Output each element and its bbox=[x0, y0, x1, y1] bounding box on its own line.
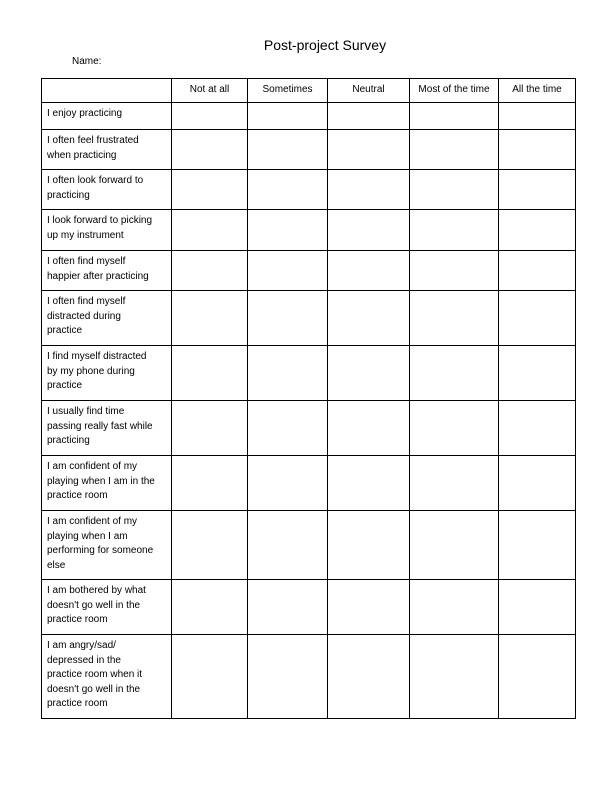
name-label: Name: bbox=[72, 56, 102, 67]
response-cell[interactable] bbox=[172, 291, 248, 346]
question-text-line: I am confident of my bbox=[47, 461, 138, 472]
question-text-line: I often find myself bbox=[47, 256, 126, 267]
question-cell bbox=[42, 346, 172, 401]
response-cell[interactable] bbox=[499, 130, 576, 170]
question-cell bbox=[42, 456, 172, 511]
response-cell[interactable] bbox=[410, 511, 499, 580]
response-cell[interactable] bbox=[328, 456, 410, 511]
response-cell[interactable] bbox=[328, 511, 410, 580]
question-text-line: I usually find time bbox=[47, 406, 125, 417]
question-cell bbox=[42, 251, 172, 291]
table-row bbox=[42, 346, 576, 401]
question-text-line: I enjoy practicing bbox=[47, 108, 123, 119]
question-text-line: I often find myself bbox=[47, 296, 126, 307]
question-text-line: doesn't go well in the bbox=[47, 599, 141, 611]
response-cell[interactable] bbox=[499, 210, 576, 251]
response-cell[interactable] bbox=[172, 346, 248, 401]
response-cell[interactable] bbox=[172, 635, 248, 719]
response-cell[interactable] bbox=[328, 635, 410, 719]
question-text-line: practice room bbox=[47, 490, 108, 501]
response-cell[interactable] bbox=[172, 456, 248, 511]
response-cell[interactable] bbox=[499, 103, 576, 130]
question-text-line: practicing bbox=[47, 189, 90, 201]
question-text-line: performing for someone bbox=[47, 545, 154, 556]
column-header: Not at all bbox=[172, 79, 248, 103]
table-row bbox=[42, 251, 576, 291]
question-cell bbox=[42, 291, 172, 346]
table-row bbox=[42, 401, 576, 456]
response-cell[interactable] bbox=[328, 210, 410, 251]
column-header: Most of the time bbox=[410, 79, 499, 103]
response-cell[interactable] bbox=[410, 251, 499, 291]
response-cell[interactable] bbox=[172, 103, 248, 130]
question-text-line: I often feel frustrated bbox=[47, 135, 139, 146]
question-text-line: by my phone during bbox=[47, 365, 135, 377]
response-cell[interactable] bbox=[499, 346, 576, 401]
question-text-line: I find myself distracted bbox=[47, 351, 147, 362]
response-cell[interactable] bbox=[410, 346, 499, 401]
header-blank bbox=[42, 79, 172, 103]
question-text-line: I am confident of my bbox=[47, 516, 138, 527]
question-cell bbox=[42, 635, 172, 719]
response-cell[interactable] bbox=[328, 401, 410, 456]
question-text-line: practice room when it bbox=[47, 669, 143, 680]
response-cell[interactable] bbox=[248, 456, 328, 511]
response-cell[interactable] bbox=[172, 170, 248, 210]
question-cell bbox=[42, 401, 172, 456]
question-cell bbox=[42, 170, 172, 210]
response-cell[interactable] bbox=[172, 511, 248, 580]
response-cell[interactable] bbox=[410, 635, 499, 719]
question-text-line: I am angry/sad/ bbox=[47, 640, 116, 651]
table-row bbox=[42, 103, 576, 130]
column-header: All the time bbox=[499, 79, 576, 103]
header-row bbox=[42, 79, 576, 103]
table-row bbox=[42, 130, 576, 170]
response-cell[interactable] bbox=[328, 130, 410, 170]
page-title: Post-project Survey bbox=[263, 37, 387, 53]
question-cell bbox=[42, 210, 172, 251]
table-row bbox=[42, 291, 576, 346]
question-text-line: up my instrument bbox=[47, 229, 124, 241]
question-text-line: distracted during bbox=[47, 310, 121, 322]
response-cell[interactable] bbox=[410, 456, 499, 511]
response-cell[interactable] bbox=[248, 291, 328, 346]
response-cell[interactable] bbox=[410, 291, 499, 346]
table-row bbox=[42, 456, 576, 511]
response-cell[interactable] bbox=[248, 580, 328, 635]
response-cell[interactable] bbox=[328, 291, 410, 346]
response-cell[interactable] bbox=[499, 580, 576, 635]
question-text-line: playing when I am in the bbox=[47, 475, 155, 487]
question-cell bbox=[42, 511, 172, 580]
question-text-line: doesn't go well in the bbox=[47, 683, 141, 695]
survey-table bbox=[41, 78, 576, 719]
response-cell[interactable] bbox=[248, 130, 328, 170]
response-cell[interactable] bbox=[499, 291, 576, 346]
table-row bbox=[42, 635, 576, 719]
response-cell[interactable] bbox=[172, 210, 248, 251]
response-cell[interactable] bbox=[172, 580, 248, 635]
response-cell[interactable] bbox=[499, 456, 576, 511]
response-cell[interactable] bbox=[248, 170, 328, 210]
response-cell[interactable] bbox=[248, 635, 328, 719]
column-header: Sometimes bbox=[248, 79, 328, 103]
response-cell[interactable] bbox=[410, 580, 499, 635]
response-cell[interactable] bbox=[328, 580, 410, 635]
question-text-line: when practicing bbox=[47, 149, 117, 161]
question-text-line: I am bothered by what bbox=[47, 585, 146, 596]
response-cell[interactable] bbox=[499, 401, 576, 456]
response-cell[interactable] bbox=[410, 170, 499, 210]
response-cell[interactable] bbox=[248, 346, 328, 401]
table-row bbox=[42, 511, 576, 580]
response-cell[interactable] bbox=[248, 511, 328, 580]
question-text-line: I look forward to picking bbox=[47, 215, 153, 226]
response-cell[interactable] bbox=[172, 251, 248, 291]
response-cell[interactable] bbox=[328, 103, 410, 130]
question-text-line: passing really fast while bbox=[47, 420, 153, 432]
response-cell[interactable] bbox=[172, 130, 248, 170]
question-text-line: else bbox=[47, 559, 66, 571]
response-cell[interactable] bbox=[410, 401, 499, 456]
response-cell[interactable] bbox=[499, 635, 576, 719]
question-text-line: happier after practicing bbox=[47, 270, 149, 282]
response-cell[interactable] bbox=[499, 170, 576, 210]
question-text-line: practice room bbox=[47, 698, 108, 709]
question-text-line: practice bbox=[47, 325, 83, 336]
table-row bbox=[42, 170, 576, 210]
response-cell[interactable] bbox=[172, 401, 248, 456]
table-row bbox=[42, 210, 576, 251]
response-cell[interactable] bbox=[328, 251, 410, 291]
question-text-line: practice bbox=[47, 380, 83, 391]
question-text-line: depressed in the bbox=[47, 654, 121, 666]
question-text-line: practice room bbox=[47, 614, 108, 625]
response-cell[interactable] bbox=[248, 103, 328, 130]
response-cell[interactable] bbox=[248, 251, 328, 291]
response-cell[interactable] bbox=[328, 346, 410, 401]
question-cell bbox=[42, 130, 172, 170]
response-cell[interactable] bbox=[499, 251, 576, 291]
response-cell[interactable] bbox=[328, 170, 410, 210]
question-text-line: practicing bbox=[47, 435, 90, 446]
response-cell[interactable] bbox=[248, 401, 328, 456]
column-header: Neutral bbox=[328, 79, 410, 103]
response-cell[interactable] bbox=[248, 210, 328, 251]
response-cell[interactable] bbox=[499, 511, 576, 580]
response-cell[interactable] bbox=[410, 103, 499, 130]
question-text-line: playing when I am bbox=[47, 530, 128, 542]
question-cell bbox=[42, 103, 172, 130]
table-row bbox=[42, 580, 576, 635]
question-text-line: I often look forward to bbox=[47, 175, 144, 186]
response-cell[interactable] bbox=[410, 130, 499, 170]
question-cell bbox=[42, 580, 172, 635]
response-cell[interactable] bbox=[410, 210, 499, 251]
